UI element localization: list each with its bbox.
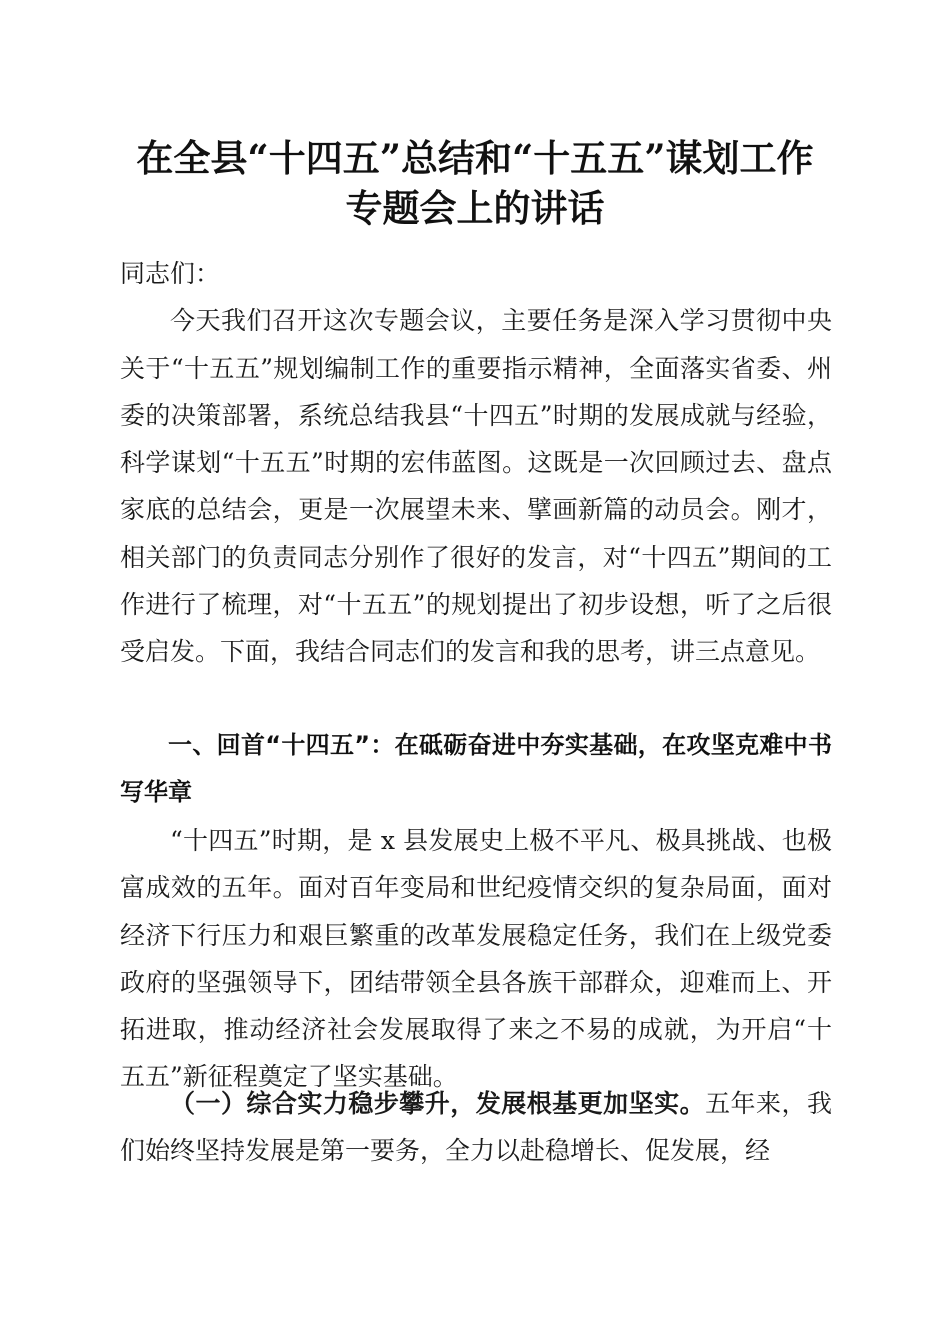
subsection1-paragraph bbox=[120, 1080, 832, 1175]
section1-paragraph: “十四五”时期，是 x 县发展史上极不平凡、极具挑战、也极富成效的五年。面对百年变局和世纪疫情交织的复杂局面，面对经济下行压力和艰巨繁重的改革发展稳定任务，我们在上级党委政府的坚强领导下，团结带领全县各族干部群众，迎难而上、开拓进取，推动经济社会发展取得了来之不易的成就，为开启“十五五”新征程奠定了坚实基础。 bbox=[120, 826, 832, 1092]
salutation: 同志们： bbox=[120, 259, 221, 288]
section1-heading: 一、回首“十四五”：在砥砺奋进中夯实基础，在攻坚克难中书写华章 bbox=[120, 731, 832, 806]
subsection1-text: 五年来，我们始终坚持发展是第一要务，全力以赴稳增长、促发展，经 bbox=[120, 1089, 832, 1166]
document-title-line1: 在全县“十四五”总结和“十五五”谋划工作 bbox=[136, 136, 814, 180]
section1-block bbox=[120, 817, 832, 1101]
subsection1-lead: （一）综合实力稳步攀升，发展根基更加坚实。 bbox=[170, 1089, 706, 1118]
document-title-line2: 专题会上的讲话 bbox=[345, 186, 605, 230]
intro-paragraph: 今天我们召开这次专题会议，主要任务是深入学习贯彻中央关于“十五五”规划编制工作的重要指示精神，全面落实省委、州委的决策部署，系统总结我县“十四五”时期的发展成就与经验，科学谋划“十五五”时期的宏伟蓝图。这既是一次回顾过去、盘点家底的总结会，更是一次展望未来、擘画新篇的动员会。刚才，相关部门的负责同志分别作了很好的发言，对“十四五”期间的工作进行了梳理，对“十五五”的规划提出了初步设想，听了之后很受启发。下面，我结合同志们的发言和我的思考，讲三点意见。 bbox=[120, 306, 832, 667]
intro-block bbox=[120, 250, 832, 676]
subsection1-block bbox=[120, 1080, 832, 1175]
